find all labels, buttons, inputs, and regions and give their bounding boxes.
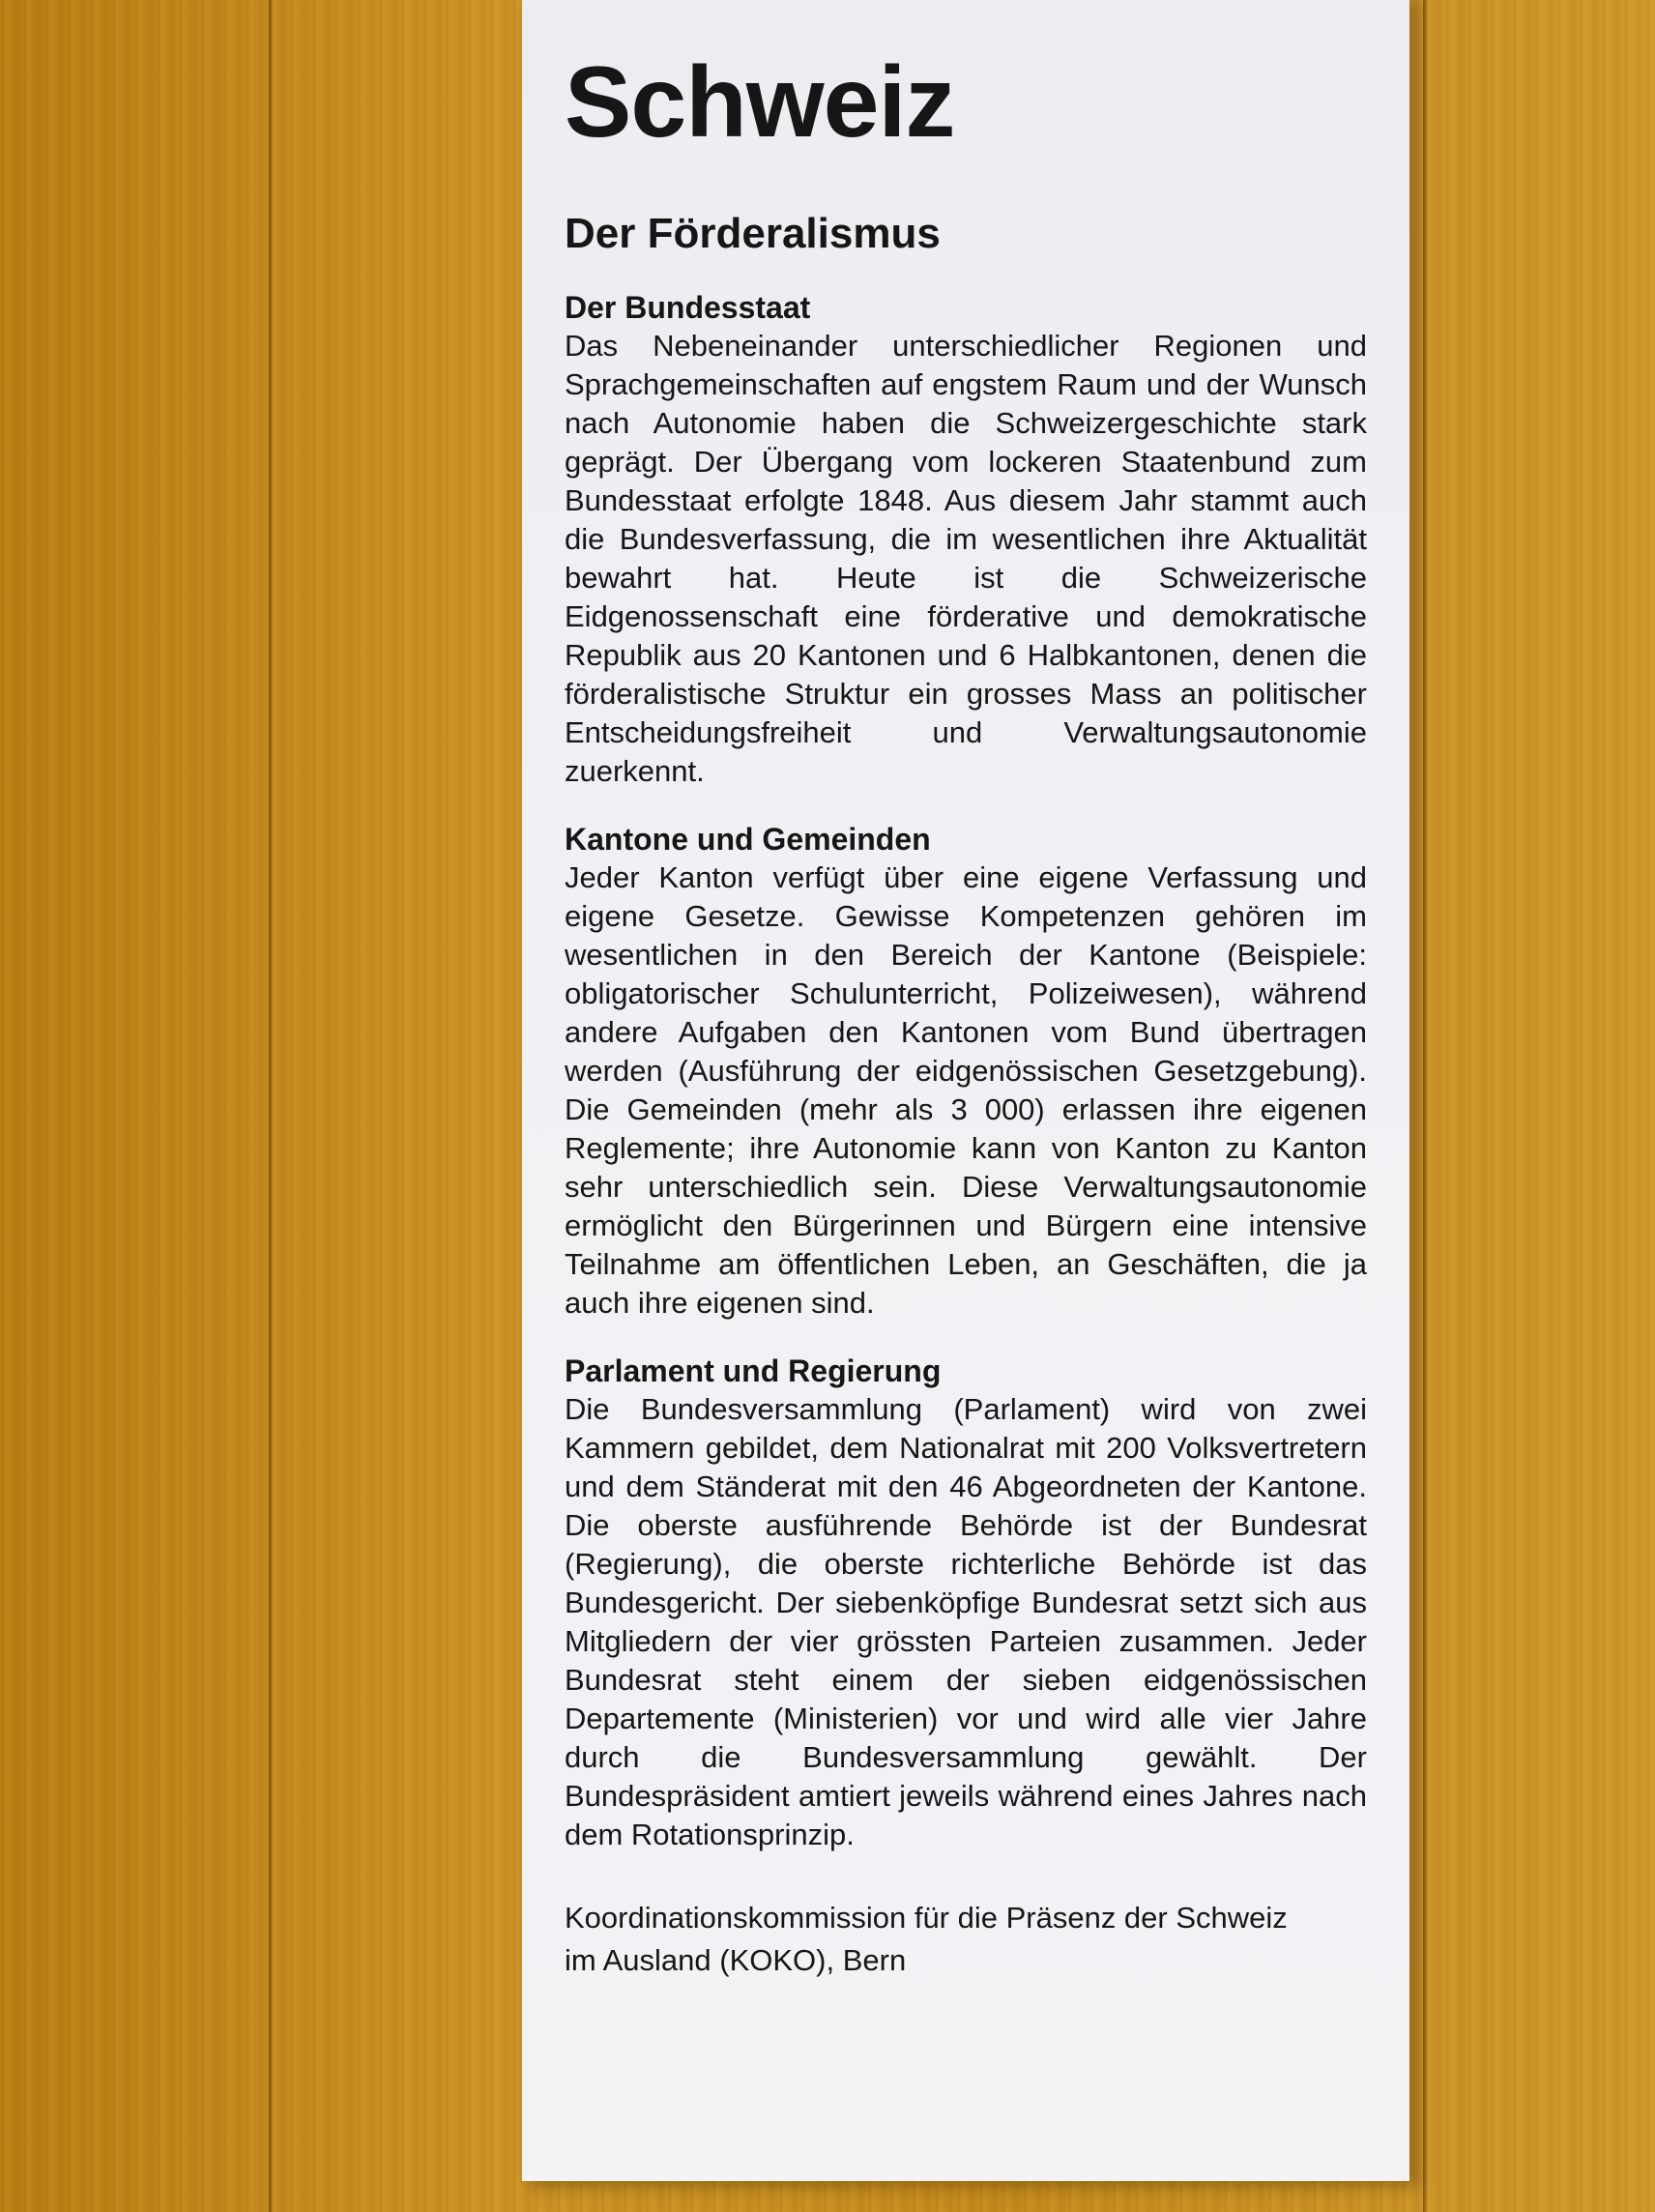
wood-panel-seam-right [1423,0,1427,2212]
section-body-parlament: Die Bundesversammlung (Parlament) wird von zwei Kammern gebildet, dem Nationalrat mit 200 Volksvertretern und dem Ständerat mit den 46 Abgeordneten der Kantone. Die oberste ausführende Behörde ist der Bundesrat (Regierung), die oberste richterliche Behörde ist das Bundesgericht. Der siebenköpfige Bundesrat setzt sich aus Mitgliedern der vier grössten Parteien zusammen. Jeder Bundesrat steht einem der sieben eidgenössischen Departemente (Ministerien) vor und wird alle vier Jahre durch die Bundesversammlung gewählt. Der Bundespräsident amtiert jeweils während eines Jahres nach dem Rotationsprinzip. [565,1392,1367,1851]
credit-line-1: Koordinationskommission für die Präsenz der Schweiz [565,1901,1288,1935]
wood-panel-seam-left [269,0,273,2212]
sign-credit [565,1897,1367,1982]
section-body-kantone: Jeder Kanton verfügt über eine eigene Verfassung und eigene Gesetze. Gewisse Kompetenzen gehören im wesentlichen in den Bereich der Kantone (Beispiele: obligatorischer Schulunterricht, Polizeiwesen), während andere Aufgaben den Kantonen vom Bund übertragen werden (Ausführung der eidgenössischen Gesetzgebung). Die Gemeinden (mehr als 3 000) erlassen ihre eigenen Reglemente; ihre Autonomie kann von Kanton zu Kanton sehr unterschiedlich sein. Diese Verwaltungsautonomie ermöglicht den Bürgerinnen und Bürgern eine intensive Teilnahme am öffentlichen Leben, an Geschäften, die ja auch ihre eigenen sind. [565,860,1367,1320]
section-heading-bundesstaat: Der Bundesstaat [565,290,811,325]
sign-subtitle: Der Förderalismus [565,210,941,257]
credit-line-2: im Ausland (KOKO), Bern [565,1943,907,1977]
section-heading-parlament: Parlament und Regierung [565,1353,942,1388]
sign-title: Schweiz [565,46,955,159]
section-heading-kantone: Kantone und Gemeinden [565,822,931,857]
info-sign [522,0,1409,2181]
section-body-bundesstaat: Das Nebeneinander unterschiedlicher Regionen und Sprachgemeinschaften auf engstem Raum und der Wunsch nach Autonomie haben die Schweizergeschichte stark geprägt. Der Übergang vom lockeren Staatenbund zum Bundesstaat erfolgte 1848. Aus diesem Jahr stammt auch die Bundesverfassung, die im wesentlichen ihre Aktualität bewahrt hat. Heute ist die Schweizerische Eidgenossenschaft eine förderative und demokratische Republik aus 20 Kantonen und 6 Halbkantonen, denen die förderalistische Struktur ein grosses Mass an politischer Entscheidungsfreiheit und Verwaltungsautonomie zuerkennt. [565,329,1367,788]
